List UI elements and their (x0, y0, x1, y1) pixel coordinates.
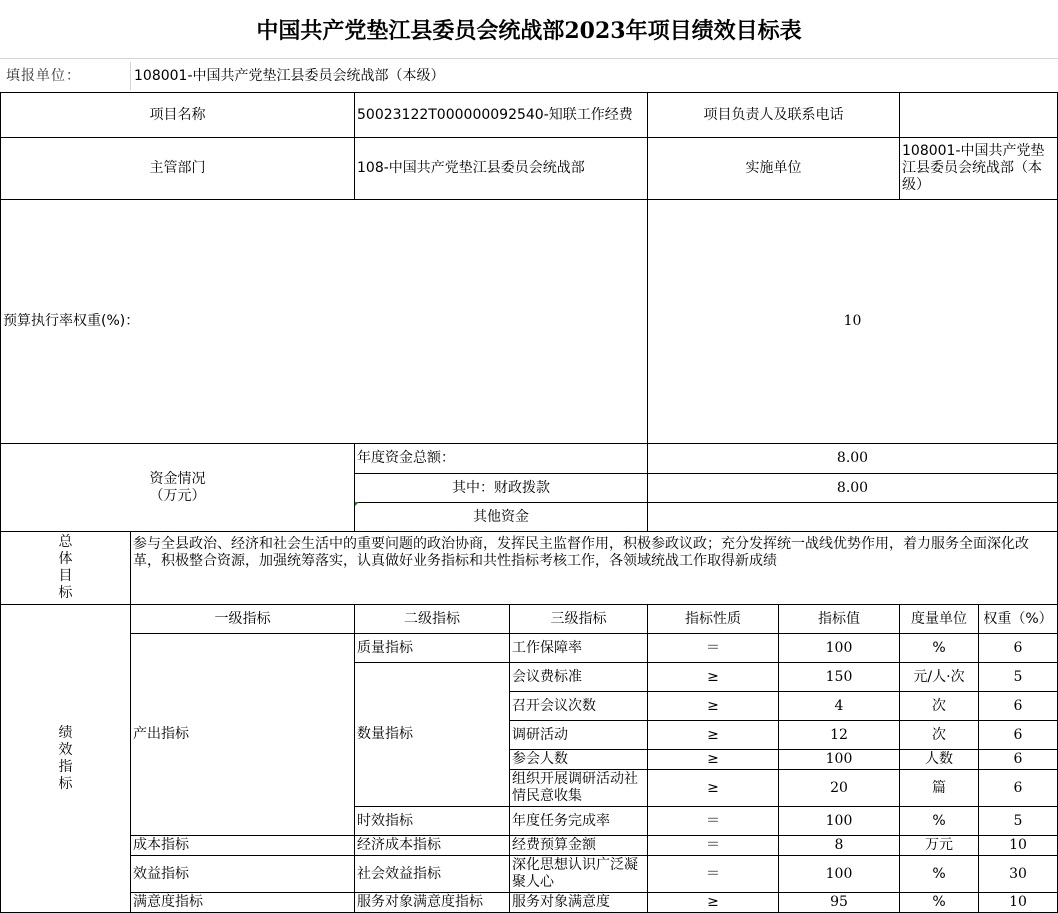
level1-satisfaction: 满意度指标 (131, 893, 355, 913)
indicator-nature[interactable]: ≥ (648, 750, 779, 770)
goal-label-char: 总 (58, 534, 73, 550)
indicator-unit[interactable]: % (900, 634, 979, 663)
level1-cost: 成本指标 (131, 836, 355, 856)
indicator-name[interactable]: 年度任务完成率 (510, 807, 648, 836)
indicator-name[interactable]: 经费预算金额 (510, 836, 648, 856)
indicator-name[interactable]: 服务对象满意度 (510, 893, 648, 913)
indicator-weight[interactable]: 10 (979, 893, 1058, 913)
indicator-name[interactable]: 工作保障率 (510, 634, 648, 663)
indicator-weight[interactable]: 5 (979, 663, 1058, 692)
goal-label (1, 532, 131, 605)
dept-label: 主管部门 (1, 138, 355, 200)
level2-quantity: 数量指标 (355, 663, 510, 807)
level1-output: 产出指标 (131, 634, 355, 836)
indicator-nature[interactable]: ≥ (648, 770, 779, 807)
indicator-nature[interactable]: ≥ (648, 893, 779, 913)
funds-label (1, 444, 355, 532)
indicator-unit[interactable]: 次 (900, 721, 979, 750)
level2-social-benefit: 社会效益指标 (355, 856, 510, 893)
indicator-nature[interactable]: ＝ (648, 836, 779, 856)
fiscal-funds-label: 其中：财政拨款 (355, 474, 648, 503)
indicators-label-char: 标 (58, 775, 73, 792)
level2-timeliness: 时效指标 (355, 807, 510, 836)
indicator-unit[interactable]: 元/人·次 (900, 663, 979, 692)
indicator-unit[interactable]: 次 (900, 692, 979, 721)
indicators-label-char: 效 (58, 741, 73, 758)
indicator-weight[interactable]: 10 (979, 836, 1058, 856)
indicator-name[interactable]: 会议费标准 (510, 663, 648, 692)
level2-service-satisfaction: 服务对象满意度指标 (355, 893, 510, 913)
project-name-label: 项目名称 (1, 93, 355, 138)
impl-label: 实施单位 (648, 138, 900, 200)
other-funds-value[interactable] (648, 503, 1058, 532)
indicator-weight[interactable]: 6 (979, 770, 1058, 807)
other-funds-label: 其他资金 (355, 503, 648, 532)
indicator-nature[interactable]: ＝ (648, 634, 779, 663)
goal-text[interactable]: 参与全县政治、经济和社会生活中的重要问题的政治协商，发挥民主监督作用，积极参政议政；充分发挥统一战线优势作用，着力服务全面深化改革，积极整合资源，加强统筹落实，认真做好业务指标和共性指标考核工作，各领域统战工作取得新成绩 (131, 532, 1058, 605)
indicator-weight[interactable]: 30 (979, 856, 1058, 893)
indicator-value[interactable]: 100 (779, 750, 900, 770)
header-weight: 权重（%） (979, 605, 1058, 634)
fiscal-funds-value[interactable]: 8.00 (648, 474, 1058, 503)
fill-unit-label: 填报单位： (6, 68, 81, 84)
goal-label-char: 目 (58, 568, 73, 584)
indicator-value[interactable]: 4 (779, 692, 900, 721)
indicator-unit[interactable]: 篇 (900, 770, 979, 807)
fill-unit-row (0, 62, 1058, 90)
indicator-weight[interactable]: 5 (979, 807, 1058, 836)
header-level1: 一级指标 (131, 605, 355, 634)
header-value: 指标值 (779, 605, 900, 634)
indicator-value[interactable]: 100 (779, 856, 900, 893)
annual-funds-label: 年度资金总额： (355, 444, 648, 474)
indicator-weight[interactable]: 6 (979, 750, 1058, 770)
budget-weight-value[interactable]: 10 (648, 200, 1058, 444)
indicator-nature[interactable]: ≥ (648, 692, 779, 721)
indicator-name[interactable]: 调研活动 (510, 721, 648, 750)
indicator-nature[interactable]: ＝ (648, 807, 779, 836)
project-contact-value[interactable] (900, 93, 1058, 138)
indicator-name[interactable]: 参会人数 (510, 750, 648, 770)
indicator-value[interactable]: 100 (779, 807, 900, 836)
indicator-weight[interactable]: 6 (979, 692, 1058, 721)
indicators-label-char: 指 (58, 758, 73, 775)
funds-label-line1: 资金情况 (149, 470, 206, 487)
header-unit: 度量单位 (900, 605, 979, 634)
impl-value[interactable]: 108001-中国共产党垫江县委员会统战部（本级） (900, 138, 1058, 200)
budget-weight-label: 预算执行率权重(%)： (1, 200, 648, 444)
indicator-weight[interactable]: 6 (979, 721, 1058, 750)
fill-unit-value[interactable]: 108001-中国共产党垫江县委员会统战部（本级） (130, 62, 1058, 90)
goal-label-char: 体 (58, 551, 73, 567)
indicator-name[interactable]: 组织开展调研活动社情民意收集 (510, 770, 648, 807)
header-nature: 指标性质 (648, 605, 779, 634)
indicator-unit[interactable]: % (900, 807, 979, 836)
indicators-label (1, 605, 131, 913)
level2-economic-cost: 经济成本指标 (355, 836, 510, 856)
header-level2: 二级指标 (355, 605, 510, 634)
indicator-unit[interactable]: 万元 (900, 836, 979, 856)
indicator-nature[interactable]: ＝ (648, 856, 779, 893)
header-level3: 三级指标 (510, 605, 648, 634)
page-title: 中国共产党垫江县委员会统战部2023年项目绩效目标表 (256, 17, 802, 44)
indicator-value[interactable]: 8 (779, 836, 900, 856)
indicator-name[interactable]: 召开会议次数 (510, 692, 648, 721)
cell-comment-marker (355, 502, 359, 506)
project-name-value[interactable]: 50023122T000000092540-知联工作经费 (355, 93, 648, 138)
funds-label-line2: （万元） (149, 487, 206, 504)
indicator-unit[interactable]: % (900, 856, 979, 893)
indicator-value[interactable]: 95 (779, 893, 900, 913)
project-contact-label: 项目负责人及联系电话 (648, 93, 900, 138)
indicator-value[interactable]: 20 (779, 770, 900, 807)
indicator-value[interactable]: 150 (779, 663, 900, 692)
level1-benefit: 效益指标 (131, 856, 355, 893)
indicator-name[interactable]: 深化思想认识广泛凝聚人心 (510, 856, 648, 893)
indicator-unit[interactable]: % (900, 893, 979, 913)
indicator-nature[interactable]: ≥ (648, 663, 779, 692)
indicator-nature[interactable]: ≥ (648, 721, 779, 750)
indicator-value[interactable]: 100 (779, 634, 900, 663)
indicator-weight[interactable]: 6 (979, 634, 1058, 663)
annual-funds-value[interactable]: 8.00 (648, 444, 1058, 474)
goal-label-char: 标 (58, 585, 73, 601)
indicators-label-char: 绩 (58, 724, 73, 741)
dept-value[interactable]: 108-中国共产党垫江县委员会统战部 (355, 138, 648, 200)
title-divider (0, 58, 1058, 59)
performance-table (0, 92, 1058, 913)
level2-quality: 质量指标 (355, 634, 510, 663)
indicator-unit[interactable]: 人数 (900, 750, 979, 770)
indicator-value[interactable]: 12 (779, 721, 900, 750)
